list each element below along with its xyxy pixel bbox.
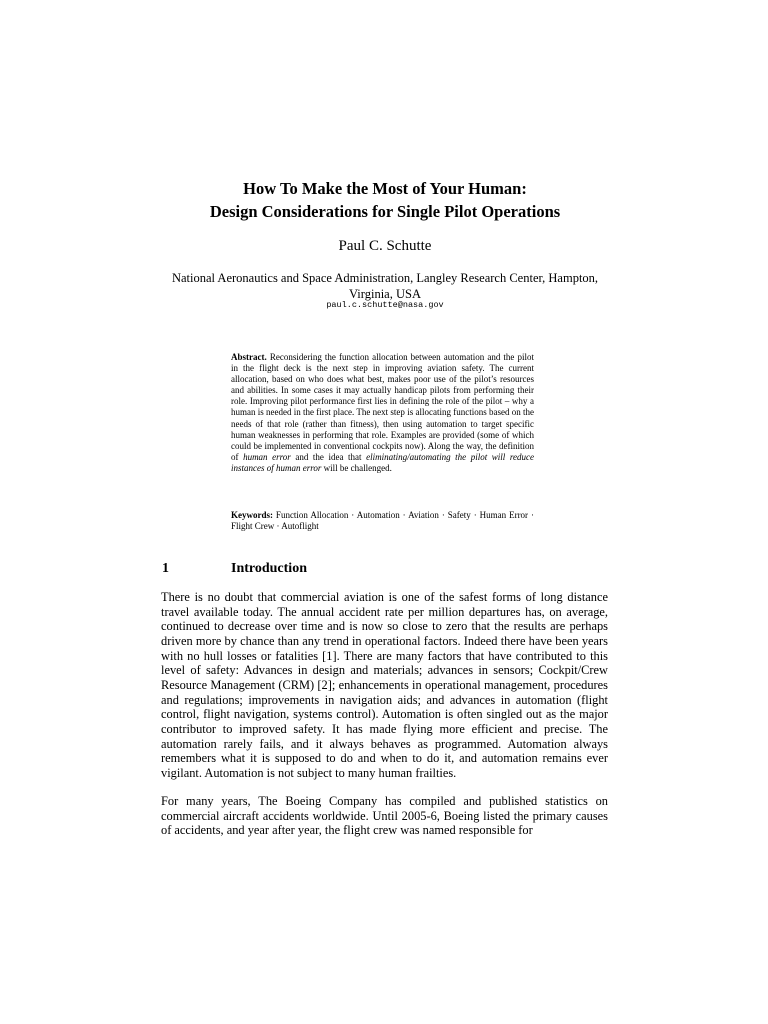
paper-title-line-2: Design Considerations for Single Pilot Operations bbox=[209, 202, 561, 221]
author-affiliation: National Aeronautics and Space Administration, Langley Research Center, Hampton, Virginia, USA bbox=[171, 271, 599, 301]
paper-title bbox=[160, 177, 610, 223]
paper-title-line-1: How To Make the Most of Your Human: bbox=[243, 179, 527, 198]
abstract bbox=[231, 352, 534, 474]
section-number: 1 bbox=[162, 561, 169, 576]
keywords bbox=[231, 510, 534, 532]
abstract-text-1: Reconsidering the function allocation between automation and the pilot in the flight deck is the next step in improving aviation safety. The current allocation, based on who does what best, makes poor use of the pilot’s resources and abilities. In some cases it may actually handicap pilots from performing their role. Improving pilot performance first lies in defining the role of the pilot – why a human is needed in the first place. The next step is allocating functions based on the needs of that role (rather than fitness), then using automation to target specific human weaknesses in performing that role. Examples are provided (some of which could be implemented in conventional cockpits now). Along the way, the definition of bbox=[231, 352, 534, 462]
body-paragraph-2: For many years, The Boeing Company has compiled and published statistics on commercial aircraft accidents worldwide. Until 2005-6, Boeing listed the primary causes of accidents, and year after year, the flight crew was named responsible for bbox=[161, 794, 608, 838]
abstract-text-2: and the idea that bbox=[290, 451, 367, 462]
body-paragraph-1: There is no doubt that commercial aviation is one of the safest forms of long distance travel available today. The annual accident rate per million departures has, on average, continued to decrease over time and is now so close to zero that the results are perhaps driven more by chance than any trend in operational factors. Indeed there have been years with no hull losses or fatalities [1]. There are many factors that have contributed to this level of safety: Advances in design and materials; advances in sensors; Cockpit/Crew Resource Management (CRM) [2]; enhancements in operational management, procedures and regulations; improvements in navigation aids; and advances in automation (flight control, flight navigation, systems control). Automation is often singled out as the major contributor to improved safety. It has made flying more efficient and precise. The automation rarely fails, and it always behaves as programmed. Automation always remembers what it is supposed to do and when to do it, and automation remains ever vigilant. Automation is not subject to many human frailties. bbox=[161, 590, 608, 780]
abstract-label: Abstract. bbox=[231, 352, 267, 362]
author-email: paul.c.schutte@nasa.gov bbox=[326, 300, 444, 310]
keywords-label: Keywords: bbox=[231, 510, 273, 520]
abstract-italic-2: eliminating/automating the pilot will reduce instances of human error bbox=[231, 451, 534, 473]
section-heading bbox=[162, 560, 612, 578]
abstract-italic-1: human error bbox=[243, 451, 291, 462]
author-name: Paul C. Schutte bbox=[338, 238, 432, 254]
abstract-text-3: will be challenged. bbox=[321, 462, 392, 473]
section-title: Introduction bbox=[231, 561, 307, 576]
keywords-text: Function Allocation · Automation · Aviation · Safety · Human Error · Flight Crew · Autoflight bbox=[231, 510, 534, 532]
